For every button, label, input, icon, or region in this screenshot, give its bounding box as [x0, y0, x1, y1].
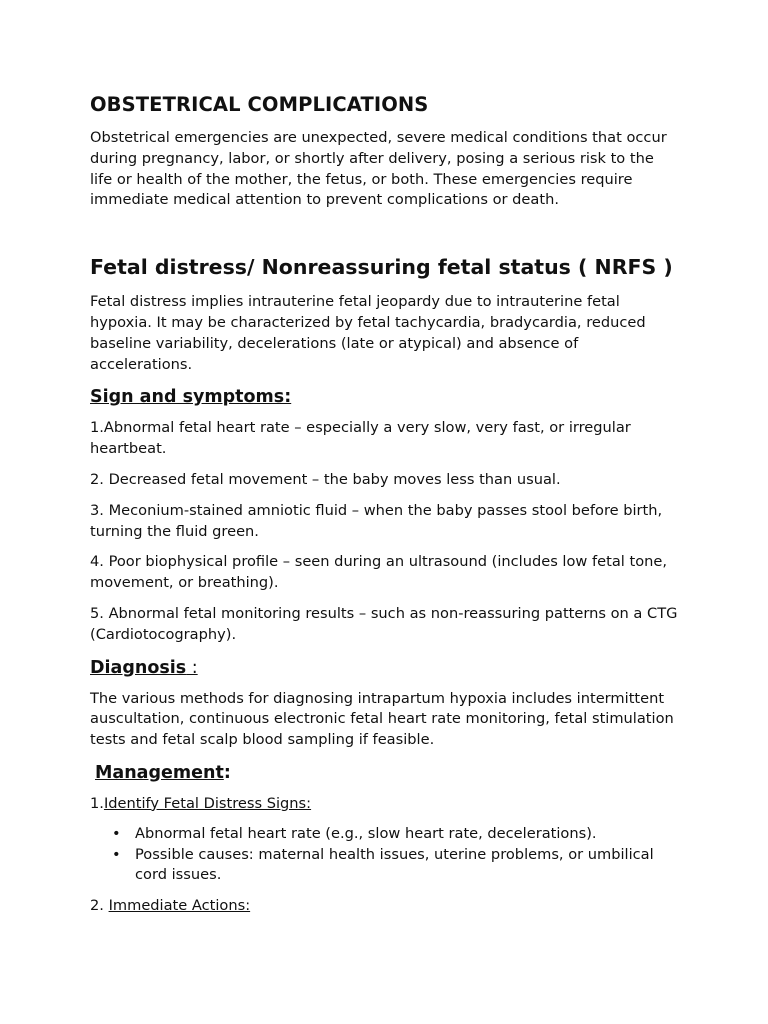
section-heading: Fetal distress/ Nonreassuring fetal status ( NRFS )	[90, 255, 673, 280]
sign-item: 4. Poor biophysical profile – seen during an ultrasound (includes low fetal tone, movement, or breathing).	[90, 553, 667, 592]
spacer	[90, 221, 680, 253]
signs-heading: Sign and symptoms:	[90, 387, 292, 408]
list-item	[90, 845, 680, 887]
bullet-icon: •	[112, 824, 121, 842]
diagnosis-heading	[90, 656, 680, 680]
management-step-2	[90, 896, 680, 917]
definition-paragraph: Fetal distress implies intrauterine fetal jeopardy due to intrauterine fetal hypoxia. It may be characterized by fetal tachycardia, bradycardia, reduced baseline variability, decelerations (late or atypical) and absence of accelerations.	[90, 293, 646, 373]
intro-paragraph: Obstetrical emergencies are unexpected, severe medical conditions that occur during pregnancy, labor, or shortly after delivery, posing a serious risk to the life or health of the mother, the fetus, or both. These emergencies require immediate medical attention to prevent complications or death.	[90, 129, 667, 209]
step-number: 2.	[90, 897, 109, 915]
bullet-icon: •	[112, 845, 121, 863]
list-item-text: Abnormal fetal heart rate (e.g., slow heart rate, decelerations).	[135, 824, 597, 842]
diagnosis-paragraph: The various methods for diagnosing intrapartum hypoxia includes intermittent auscultation, continuous electronic fetal heart rate monitoring, fetal stimulation tests and fetal scalp blood sampling if feasible.	[90, 689, 674, 749]
management-heading-colon: :	[223, 762, 231, 783]
step-label: Identify Fetal Distress Signs:	[103, 794, 312, 812]
management-heading-text: Management	[95, 762, 224, 783]
sign-item: 1.Abnormal fetal heart rate – especially a very slow, very fast, or irregular heartbeat.	[90, 419, 631, 458]
management-heading	[90, 761, 680, 785]
list-item	[90, 824, 680, 845]
diagnosis-heading-colon: :	[186, 657, 198, 678]
sign-item: 3. Meconium-stained amniotic fluid – when the baby passes stool before birth, turning the fluid green.	[90, 501, 663, 540]
diagnosis-heading-text: Diagnosis	[90, 657, 187, 678]
management-bullet-list	[90, 824, 680, 886]
step-number: 1.	[90, 794, 104, 812]
sign-item: 5. Abnormal fetal monitoring results – such as non-reassuring patterns on a CTG (Cardiotocography).	[90, 604, 678, 643]
page-title: OBSTETRICAL COMPLICATIONS	[90, 93, 429, 116]
sign-item: 2. Decreased fetal movement – the baby moves less than usual.	[90, 470, 561, 488]
step-label: Immediate Actions:	[108, 897, 251, 915]
management-step-1	[90, 794, 680, 815]
document-content	[90, 92, 680, 926]
list-item-text: Possible causes: maternal health issues, uterine problems, or umbilical cord issues.	[135, 845, 654, 884]
